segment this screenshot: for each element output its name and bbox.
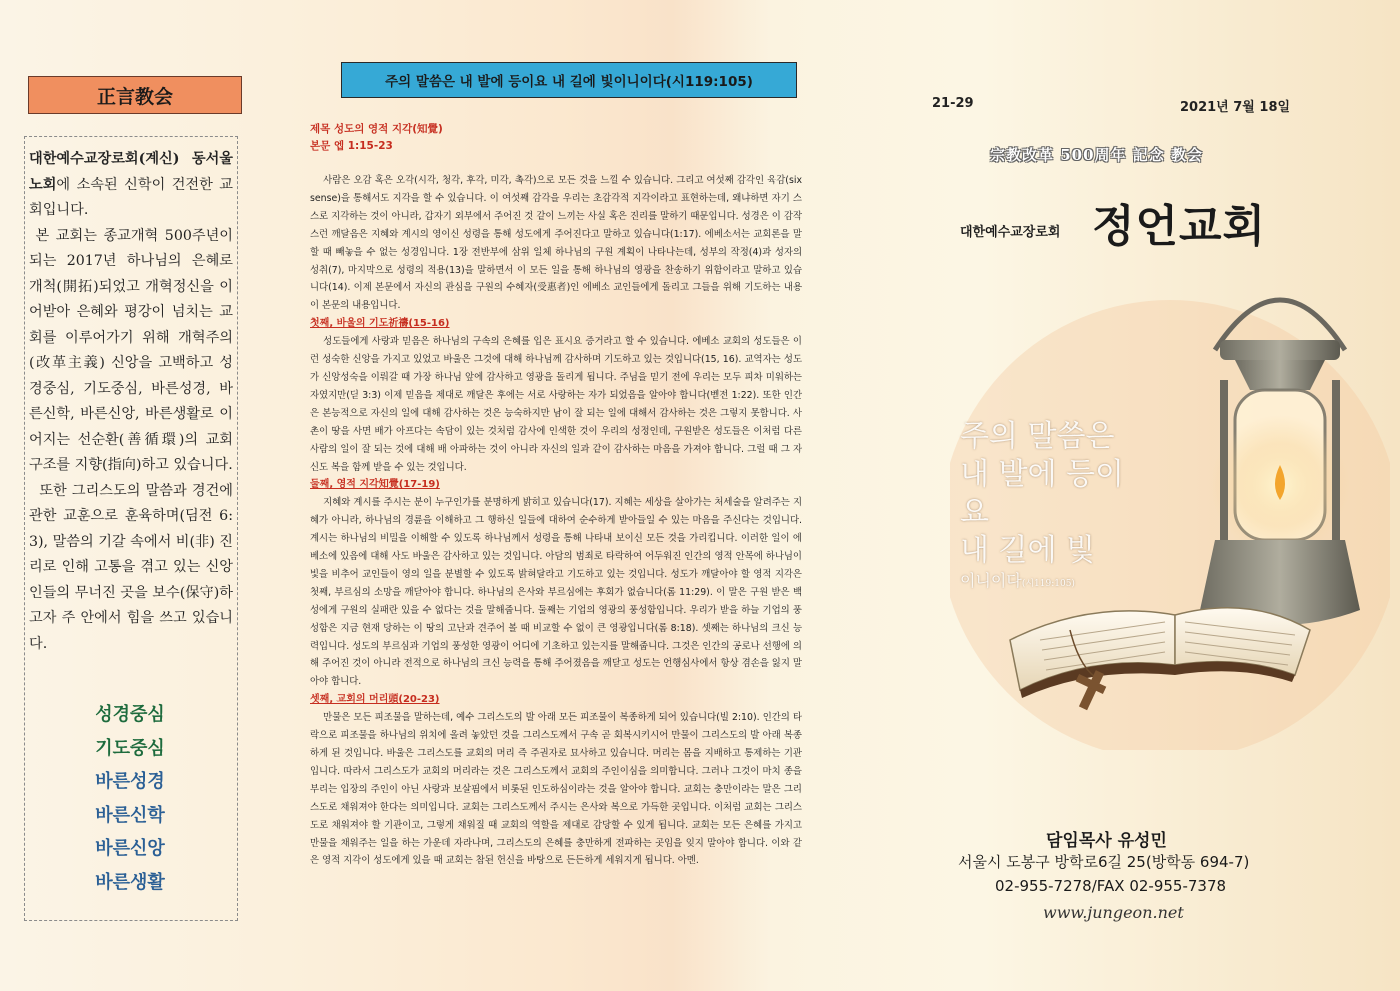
- sermon-text-ref: 본문 엡 1:15-23: [310, 140, 393, 152]
- verse-ref: (시119:105): [1021, 579, 1075, 589]
- sermon-heading-1: 첫째, 바울의 기도祈禱(15-16): [310, 318, 450, 330]
- church-name-box: [28, 76, 242, 114]
- website-link[interactable]: www.jungeon.net: [1043, 903, 1184, 922]
- verse-line: 내 길에 빛: [960, 533, 1095, 568]
- value-item: 바른생활: [95, 871, 165, 893]
- values-list: [25, 698, 235, 899]
- sermon-intro: 사람은 오감 혹은 오각(시각, 청각, 후각, 미각, 촉각)으로 모든 것을 느낄 수 있습니다. 그리고 여섯째 감각인 육감(six sense)을 통해서도 지각을 할 수 있습니다. 이 여섯째 감각을 우리는 초감각적 지각이라고 표현하는데, 왜냐하면 자기 스스로 지각하는 것이 아니라, 갑자기 외부에서 주어진 것 같이 느끼는 사실 혹은 진리를 말하기 때문입니다. 성경은 이 감작스런 깨달음은 지혜와 계시의 영이신 성령을 통해 성도에게 주어진다고 말하고 있습니다(1:17). 에베소서는 교회론을 말할 때 빼놓을 수 없는 성경입니다. 1장 전반부에 삼위 일체 하나님의 구원 계획이 나타나는데, 성부의 작정(4)과 성자의 성취(7), 마지막으로 성령의 적용(13)을 말하면서 이 모든 일을 통해 하나님의 영광을 찬송하기 위함이라고 말하고 있습니다(14). 이제 본문에서 자신의 관심을 구원의 수혜자(受惠者)인 에베소 교인들에게 돌리고 그들을 위해 기도하는 내용이 본문의 내용입니다.: [310, 175, 802, 312]
- intro-box: [24, 136, 238, 921]
- church-name: 정언교회: [1092, 201, 1267, 252]
- value-item: 성경중심: [95, 704, 165, 725]
- verse-banner: [341, 62, 797, 98]
- lantern-cap: [1220, 340, 1340, 360]
- value-item: 바른신학: [95, 804, 165, 826]
- sermon-paragraph-2: 지혜와 계시를 주시는 분이 누구인가를 분명하게 밝히고 있습니다(17). 지혜는 세상을 살아가는 처세술을 알려주는 지혜가 아니라, 하나님의 경륜을 이해하고 그 행하신 일들에 대하여 순수하게 받아들일 수 있는 마음을 주신다는 것입니다. 계시는 하나님의 비밀을 이해할 수 있도록 하나님께서 성령을 통해 나타내 보이신 모든 것을 가리킵니다. 이러한 일이 에베소에 있음에 대해 사도 바울은 감사하고 있는 것입니다. 아담의 범죄로 타락하여 어두워진 인간의 영적 안목에 하나님이 빛을 비추어 교인들이 영의 일을 분별할 수 있도록 밝혀달라고 기도하고 있는 것입니다. 성도가 깨달아야 할 영적 지각은 첫째, 부르심의 소망을 깨닫아야 합니다. 하나님의 은사와 부르심에는 후회가 없습니다(롬 11:29). 이 말은 구원 받은 백성에게 구원의 실패란 있을 수 없다는 것을 말해줍니다. 둘째는 기업의 영광의 풍성함입니다. 우리가 받을 하늘 기업의 풍성함은 지금 현재 당하는 이 땅의 고난과 견주어 볼 때 비교할 수 없이 큰 영광입니다(롬 8:18). 셋째는 하나님의 크신 능력입니다. 성도의 부르심과 기업의 풍성한 영광이 어디에 기초하고 있는지를 말해줍니다. 그것은 인간의 공로나 선행에 의해 주어진 것이 아니라 전적으로 하나님의 크신 능력을 통해 주어졌음을 깨닫고 성도는 언행심사에서 항상 겸손을 잃지 말아야 합니다.: [310, 497, 802, 688]
- church-address: 서울시 도봉구 방학로6길 25(방학동 694-7): [958, 853, 1250, 871]
- value-item: 바른신앙: [95, 838, 165, 859]
- sermon-paragraph-1: 성도들에게 사랑과 믿음은 하나님의 구속의 은혜를 입은 표시요 증거라고 할 수 있습니다. 에베소 교회의 성도들은 이런 성숙한 신앙을 가지고 있었고 바울은 그것에 대해 하나님께 감사하며 기도하고 있는 것입니다(15, 16). 교역자는 성도가 신앙성숙을 이뤄갈 때 가장 하나님 앞에 감사하고 영광을 돌리게 됩니다. 주님을 믿기 전에 우리는 모두 피차 미워하는 자였지만(딛 3:3) 이제 믿음을 제대로 깨달은 후에는 서로 사랑하는 자가 되었음을 알아야 합니다(벧전 1:22). 또한 인간은 본능적으로 자신의 일에 대해 감사하는 것은 능숙하지만 남이 잘 되는 일에 대해서 감사하는 것은 그렇지 못합니다. 사촌이 땅을 사면 배가 아프다는 속담이 있는 것처럼 감사에 인색한 것이 우리의 성정인데, 구원받은 성도들은 이처럼 다른 사람의 일이 잘 되는 것에 대해 배 아파하는 것이 아니라 자신의 일과 같이 감사하는 마음을 가져야 합니다. 그럴 때 그 자신도 복을 함께 받을 수 있는 것입니다.: [310, 336, 802, 473]
- intro-paragraph-2: 본 교회는 종교개혁 500주년이 되는 2017년 하나님의 은혜로 개척(開拓)되었고 개혁정신을 이어받아 은혜와 평강이 넘치는 교회를 이루어가기 위해 개혁주의(改革主義) 신앙을 고백하고 성경중심, 기도중심, 바른성경, 바른신학, 바른신앙, 바른생활로 이어지는 선순환(善循環)의 교회 구조를 지향(指向)하고 있습니다.: [29, 227, 233, 473]
- intro-line-1: 에 소속된 신학이 건전한 교회입니다.: [29, 176, 233, 218]
- verse-line: 이니이다(시119:105): [960, 571, 1075, 590]
- intro-text: [29, 147, 233, 657]
- intro-paragraph-3: 또한 그리스도의 말씀과 경건에 관한 교훈으로 훈육하며(딤전 6:3), 말씀의 기갈 속에서 비(非) 진리로 인해 고통을 겪고 있는 신앙인들의 무너진 곳을 보수(保守)하고자 주 안에서 힘을 쓰고 있습니다.: [29, 482, 233, 652]
- issue-number: 21-29: [932, 96, 974, 111]
- lantern-top: [1235, 360, 1325, 390]
- value-item: 기도중심: [95, 737, 165, 759]
- left-panel: [0, 0, 270, 991]
- sermon-panel: [300, 0, 820, 991]
- sermon-paragraph-3: 만물은 모든 피조물을 말하는데, 예수 그리스도의 발 아래 모든 피조물이 복종하게 되어 있습니다(빌 2:10). 인간의 타락으로 피조물을 하나님의 위치에 올려 놓았던 것을 그리스도께서 구속 곧 회복시키시어 만물이 그리스도의 발 아래 복종하게 된 것입니다. 바울은 그리스도를 교회의 머리 즉 주권자로 묘사하고 있습니다. 머리는 몸을 지배하고 통제하는 기관입니다. 따라서 그리스도가 교회의 머리라는 것은 그리스도께서 교회의 주인이심을 의미합니다. 그러나 그것이 마치 종을 부리는 입장의 주인이 아닌 사랑과 보살핌에서 비롯된 인도하심이라는 것을 알아야 합니다. 교회는 충만이라는 말은 그리스도로 채워져야 한다는 의미입니다. 교회는 그리스도께서 주시는 은사와 복으로 가득한 곳입니다. 이처럼 교회는 그리스도로 채워져야 할 기관이고, 그렇게 채워질 때 교회의 역할을 제대로 감당할 수 있게 됩니다. 교회는 모든 은혜를 가지고 만물을 채워주는 일을 하는 가운데 자라나며, 그리스도의 은혜를 충만하게 전파하는 곳임을 잊지 말아야 합니다. 이와 같은 영적 지각이 성도에게 있을 때 교회는 참된 헌신을 바탕으로 든든하게 세워지게 됩니다. 아멘.: [310, 712, 802, 867]
- church-name-hanja: 正言教会: [96, 85, 173, 108]
- intro-bold: 대한예수교장로회(계신) 동서울 노회: [29, 151, 233, 193]
- denomination: 대한예수교장로회: [960, 225, 1061, 240]
- sermon-header: [310, 121, 443, 155]
- phone-fax: 02-955-7278/FAX 02-955-7378: [995, 877, 1227, 895]
- bulletin-date: 2021년 7월 18일: [1180, 100, 1291, 115]
- anniversary-label: 宗教改革 500周年 記念 教会: [990, 146, 1203, 164]
- cover-panel: [840, 0, 1400, 991]
- sermon-heading-2: 둘째, 영적 지각知覺(17-19): [310, 479, 440, 491]
- verse-banner-text: 주의 말씀은 내 발에 등이요 내 길에 빛이니이다(시119:105): [385, 74, 753, 90]
- sermon-body: [310, 172, 802, 870]
- sermon-heading-3: 셋째, 교회의 머리頭(20-23): [310, 694, 440, 706]
- sermon-title: 제목 성도의 영적 지각(知覺): [310, 123, 443, 135]
- verse-line: 내 발에 등이요: [960, 457, 1124, 530]
- value-item: 바른성경: [95, 771, 165, 792]
- verse-line: 주의 말씀은: [960, 419, 1115, 454]
- pastor-name: 담임목사 유성민: [1046, 831, 1167, 851]
- illustration-verse: [960, 418, 1140, 595]
